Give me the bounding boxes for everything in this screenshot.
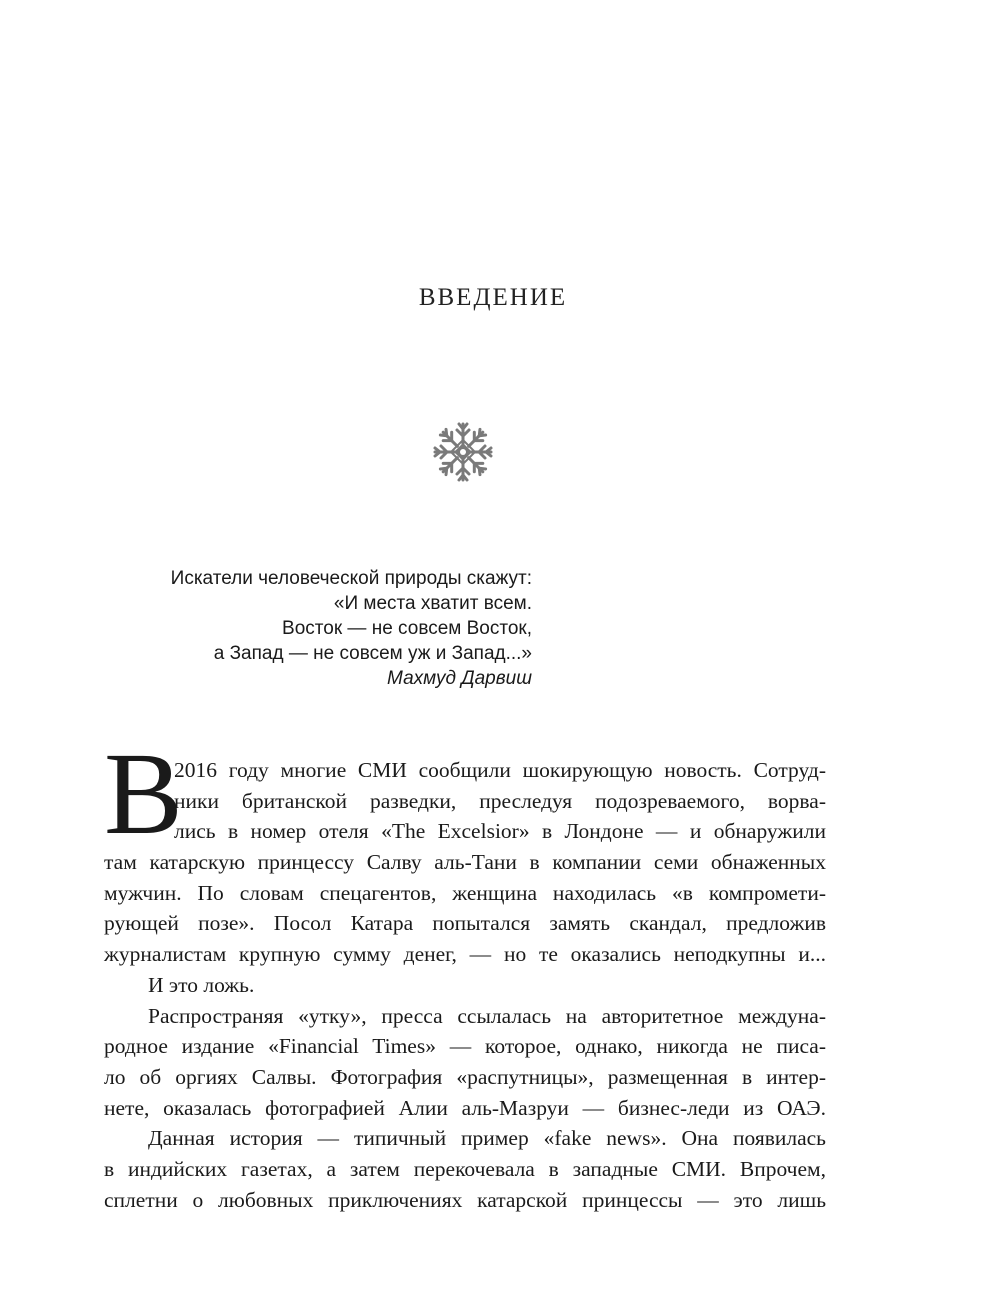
text-line: Распространяя «утку», пресса ссылалась на авторитетное междуна- — [148, 1003, 826, 1028]
drop-cap: В — [104, 728, 183, 859]
text-line: журналистам крупную сумму денег, — но те оказались неподкупны и... — [104, 942, 826, 967]
text-line: ло об оргиях Салвы. Фотография «распутницы», размещенная в интер- — [104, 1064, 826, 1089]
text-line: нете, оказалась фотографией Алии аль-Мазруи — бизнес-леди из ОАЭ. — [104, 1095, 826, 1120]
text-line: мужчин. По словам спецагентов, женщина находилась «в компромети- — [104, 880, 826, 905]
text-line: лись в номер отеля «The Excelsior» в Лондоне — и обнаружили — [174, 819, 826, 844]
epigraph-line: Восток — не совсем Восток, — [282, 618, 532, 639]
text-line: рующей позе». Посол Катара попытался замять скандал, предложив — [104, 911, 826, 936]
body-text — [104, 755, 826, 1215]
text-line: родное издание «Financial Times» — которое, однако, никогда не писа- — [104, 1034, 826, 1059]
chapter-title: ВВЕДЕНИЕ — [418, 284, 568, 311]
snowflake-ornament-icon — [431, 420, 495, 484]
epigraph — [32, 566, 532, 691]
epigraph-line: Искатели человеческой природы скажут: — [170, 568, 532, 589]
text-line: И это ложь. — [148, 972, 255, 997]
text-line: 2016 году многие СМИ сообщили шокирующую новость. Сотруд- — [174, 758, 826, 782]
text-line: ники британской разведки, преследуя подозреваемого, ворва- — [174, 788, 826, 813]
text-line: сплетни о любовных приключениях катарской принцессы — это лишь — [104, 1187, 826, 1212]
epigraph-author: Махмуд Дарвиш — [387, 668, 532, 689]
text-line: в индийских газетах, а затем перекочевала в западные СМИ. Впрочем, — [104, 1156, 826, 1181]
epigraph-line: а Запад — не совсем уж и Запад...» — [213, 643, 532, 664]
text-line: Данная история — типичный пример «fake news». Она появилась — [148, 1126, 826, 1151]
epigraph-line: «И места хватит всем. — [333, 593, 532, 614]
text-line: там катарскую принцессу Салву аль-Тани в компании семи обнаженных — [104, 850, 826, 875]
